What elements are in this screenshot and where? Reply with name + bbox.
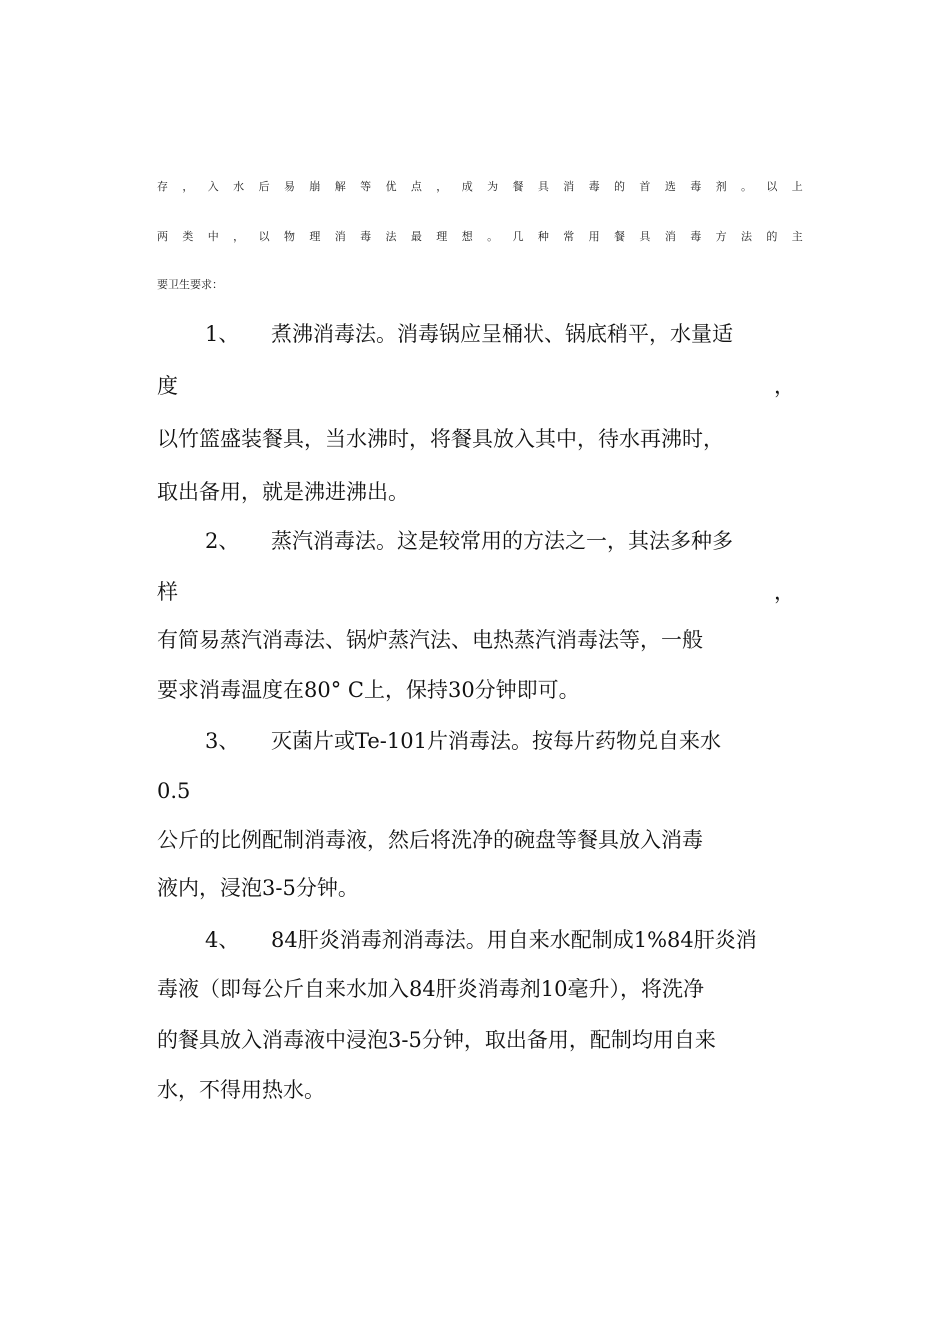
- intro-char: 。: [487, 230, 499, 243]
- intro-char: 用: [588, 230, 600, 243]
- intro-char: 几: [512, 230, 524, 243]
- intro-char: 法: [740, 230, 752, 243]
- item-1-wrap-comma: ，: [774, 374, 795, 398]
- intro-char: 消: [563, 180, 575, 193]
- item-4-first-line: 84肝炎消毒剂消毒法。用自来水配制成1%84肝炎消: [271, 928, 757, 952]
- intro-char: 易: [283, 180, 295, 193]
- item-4-heading: [157, 926, 803, 954]
- intro-char: 的: [614, 180, 626, 193]
- intro-char: 具: [537, 180, 549, 193]
- intro-char: 法: [385, 230, 397, 243]
- item-4-line-1: 毒液（即每公斤自来水加入84肝炎消毒剂10毫升），将洗净: [157, 977, 704, 1001]
- item-1-heading: [157, 320, 803, 348]
- intro-char: 类: [182, 230, 194, 243]
- intro-char: 以: [258, 230, 270, 243]
- intro-char: 解: [334, 180, 346, 193]
- intro-char: 优: [385, 180, 397, 193]
- intro-char: ，: [233, 230, 245, 243]
- intro-char: 存: [157, 180, 168, 193]
- item-2-heading: [157, 527, 803, 555]
- intro-char: 消: [334, 230, 346, 243]
- intro-char: 剂: [715, 180, 727, 193]
- intro-line-2: [157, 228, 803, 244]
- item-2-wrap-comma: ，: [774, 580, 795, 604]
- intro-char: 为: [487, 180, 499, 193]
- intro-char: 理: [309, 230, 321, 243]
- intro-char: 主: [791, 230, 803, 243]
- intro-char: 点: [410, 180, 422, 193]
- item-3-line-2: 液内，浸泡3-5分钟。: [157, 876, 359, 900]
- intro-char: 毒: [360, 230, 372, 243]
- intro-char: 方: [715, 230, 727, 243]
- intro-char: 等: [360, 180, 372, 193]
- intro-char: 后: [258, 180, 270, 193]
- item-1-first-line: 煮沸消毒法。消毒锅应呈桶状、锅底稍平，水量适: [271, 322, 733, 346]
- intro-char: 常: [563, 230, 575, 243]
- intro-char: 入: [207, 180, 219, 193]
- intro-char: ，: [182, 180, 194, 193]
- intro-char: 选: [664, 180, 676, 193]
- intro-char: 具: [639, 230, 651, 243]
- intro-char: 水: [233, 180, 245, 193]
- item-3-line-1: 公斤的比例配制消毒液，然后将洗净的碗盘等餐具放入消毒: [157, 828, 703, 852]
- intro-char: 。: [740, 180, 752, 193]
- intro-char: 餐: [614, 230, 626, 243]
- item-3-number: 3、: [205, 729, 240, 753]
- item-4-line-2: 的餐具放入消毒液中浸泡3-5分钟，取出备用，配制均用自来: [157, 1028, 716, 1052]
- item-3-first-line: 灭菌片或Te-101片消毒法。按每片药物兑自来水: [271, 729, 721, 753]
- intro-char: 的: [766, 230, 778, 243]
- item-2-wrap-word: 样: [157, 580, 178, 604]
- intro-char: 崩: [309, 180, 321, 193]
- intro-char: 上: [791, 180, 803, 193]
- intro-char: 首: [639, 180, 651, 193]
- item-1-wrap-line: [157, 372, 803, 400]
- item-2-line-1: 有简易蒸汽消毒法、锅炉蒸汽法、电热蒸汽消毒法等，一般: [157, 628, 703, 652]
- intro-char: 以: [766, 180, 778, 193]
- intro-char: 毒: [690, 230, 702, 243]
- item-4-line-3: 水，不得用热水。: [157, 1078, 325, 1102]
- item-2-line-2: 要求消毒温度在80° C上，保持30分钟即可。: [157, 678, 580, 702]
- intro-line-1: [157, 178, 803, 194]
- item-3-wrap-line: [157, 777, 803, 805]
- item-4-number: 4、: [205, 928, 240, 952]
- item-1-number: 1、: [205, 322, 240, 346]
- intro-char: 餐: [512, 180, 524, 193]
- intro-char: 消: [664, 230, 676, 243]
- intro-char: 想: [461, 230, 473, 243]
- intro-line-3: 要卫生要求：: [157, 278, 223, 291]
- intro-char: ，: [436, 180, 448, 193]
- intro-char: 毒: [690, 180, 702, 193]
- item-2-wrap-line: [157, 578, 803, 606]
- intro-char: 毒: [588, 180, 600, 193]
- item-1-line-2: 取出备用，就是沸进沸出。: [157, 480, 409, 504]
- intro-char: 物: [283, 230, 295, 243]
- intro-char: 种: [537, 230, 549, 243]
- intro-char: 理: [436, 230, 448, 243]
- intro-char: 最: [410, 230, 422, 243]
- intro-char: 两: [157, 230, 168, 243]
- item-2-number: 2、: [205, 529, 240, 553]
- item-1-line-1: 以竹篮盛装餐具，当水沸时，将餐具放入其中，待水再沸时，: [157, 427, 724, 451]
- item-3-wrap-word: 0.5: [157, 779, 191, 803]
- item-3-heading: [157, 727, 803, 755]
- item-2-first-line: 蒸汽消毒法。这是较常用的方法之一，其法多种多: [271, 529, 733, 553]
- intro-char: 成: [461, 180, 473, 193]
- intro-char: 中: [207, 230, 219, 243]
- item-1-wrap-word: 度: [157, 374, 178, 398]
